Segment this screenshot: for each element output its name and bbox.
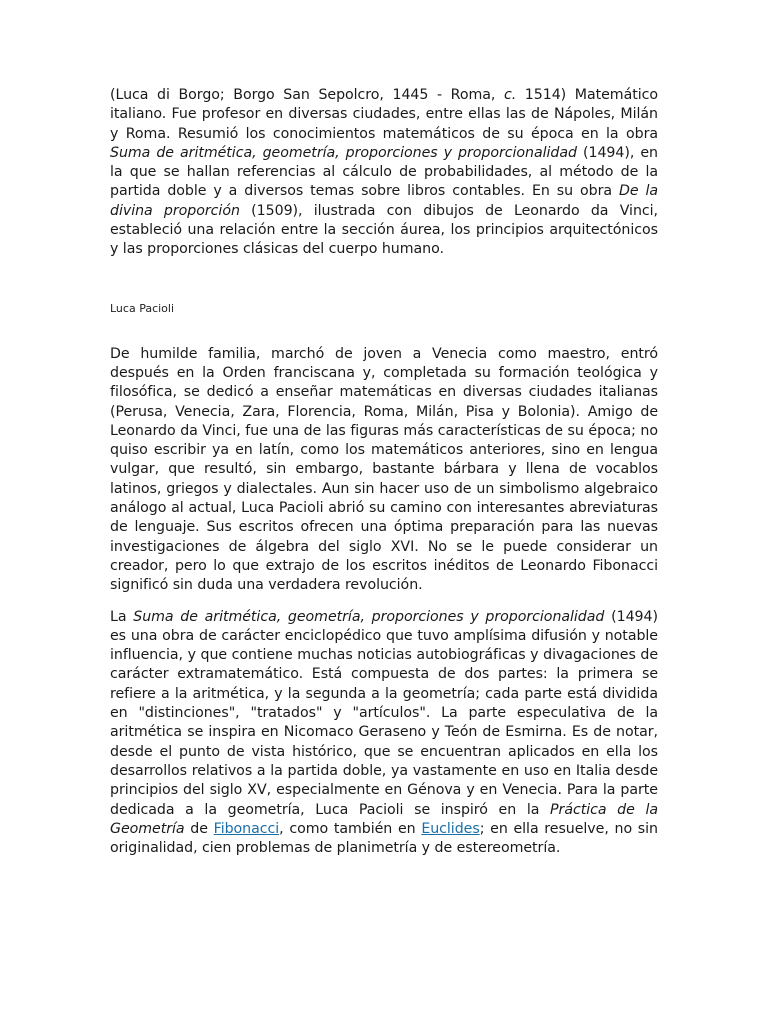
intro-text-3: (1494), en la que se hallan referencias al cálculo de probabilidades, al método de la partida doble y a diversos temas sobre libros contables. En su obra	[110, 144, 658, 200]
intro-text-4: (1509), ilustrada con dibujos de Leonardo da Vinci, estableció una relación entre la sección áurea, los principios arquitectónicos y las proporciones clásicas del cuerpo humano.	[110, 202, 658, 258]
work-title-suma: Suma de aritmética, geometría, proporciones y proporcionalidad	[110, 144, 577, 161]
work-title-divina-proporcion: De la divina proporción	[110, 183, 658, 219]
intro-text-2: 1514) Matemático italiano. Fue profesor en diversas ciudades, entre ellas las de Nápoles, Milán y Roma. Resumió los conocimientos matemáticos de su época en la obra	[110, 87, 659, 142]
image-caption: Luca Pacioli	[110, 301, 175, 315]
work-title-practica-geometria: Práctica de la Geometría	[110, 801, 658, 837]
fibonacci-link[interactable]: Fibonacci	[213, 820, 280, 837]
circa-abbreviation: c.	[503, 87, 517, 103]
suma-paragraph	[110, 608, 658, 859]
suma-text-5: ; en ella resuelve, no sin originalidad, cien problemas de planimetría y de estereometría.	[110, 820, 658, 857]
euclides-link[interactable]: Euclides	[421, 820, 480, 837]
suma-text-1: La	[110, 608, 134, 625]
work-title-suma-2: Suma de aritmética, geometría, proporciones y proporcionalidad	[133, 608, 605, 625]
suma-text-4: , como también en	[279, 820, 422, 837]
biography-paragraph: De humilde familia, marchó de joven a Venecia como maestro, entró después en la Orden franciscana y, completada su formación teológica y filosófica, se dedicó a enseñar matemáticas en diversas ciudades italianas (Perusa, Venecia, Zara, Florencia, Roma, Milán, Pisa y Bolonia). Amigo de Leonardo da Vinci, fue una de las figuras más características de su época; no quiso escribir ya en latín, como los matemáticos anteriores, sino en lengua vulgar, que resultó, sin embargo, bastante bárbara y llena de vocablos latinos, griegos y dialectales. Aun sin hacer uso de un simbolismo algebraico análogo al actual, Luca Pacioli abrió su camino con interesantes abreviaturas de lenguaje. Sus escritos ofrecen una óptima preparación para las nuevas investigaciones de álgebra del siglo XVI. No se le puede considerar un creador, pero lo que extrajo de los escritos inéditos de Leonardo Fibonacci significó sin duda una verdadera revolución.	[110, 345, 658, 594]
intro-text-1: (Luca di Borgo; Borgo San Sepolcro, 1445 - Roma,	[110, 87, 504, 103]
article-body	[110, 86, 658, 858]
intro-paragraph	[110, 86, 658, 260]
suma-text-3: de	[184, 820, 214, 837]
suma-text-2: (1494) es una obra de carácter enciclopédico que tuvo amplísima difusión y notable influencia, y que contiene muchas noticias autobiográficas y divagaciones de carácter extramatemático. Está compuesta de dos partes: la primera se refiere a la aritmética, y la segunda a la geometría; cada parte está dividida en "distinciones", "tratados" y "artículos". La parte especulativa de la aritmética se inspira en Nicomaco Geraseno y Teón de Esmirna. Es de notar, desde el punto de vista histórico, que se encuentran aplicados en ella los desarrollos relativos a la partida doble, ya vastamente en uso en Italia desde principios del siglo XV, especialmente en Génova y en Venecia. Para la parte dedicada a la geometría, Luca Pacioli se inspiró en la	[110, 608, 658, 818]
